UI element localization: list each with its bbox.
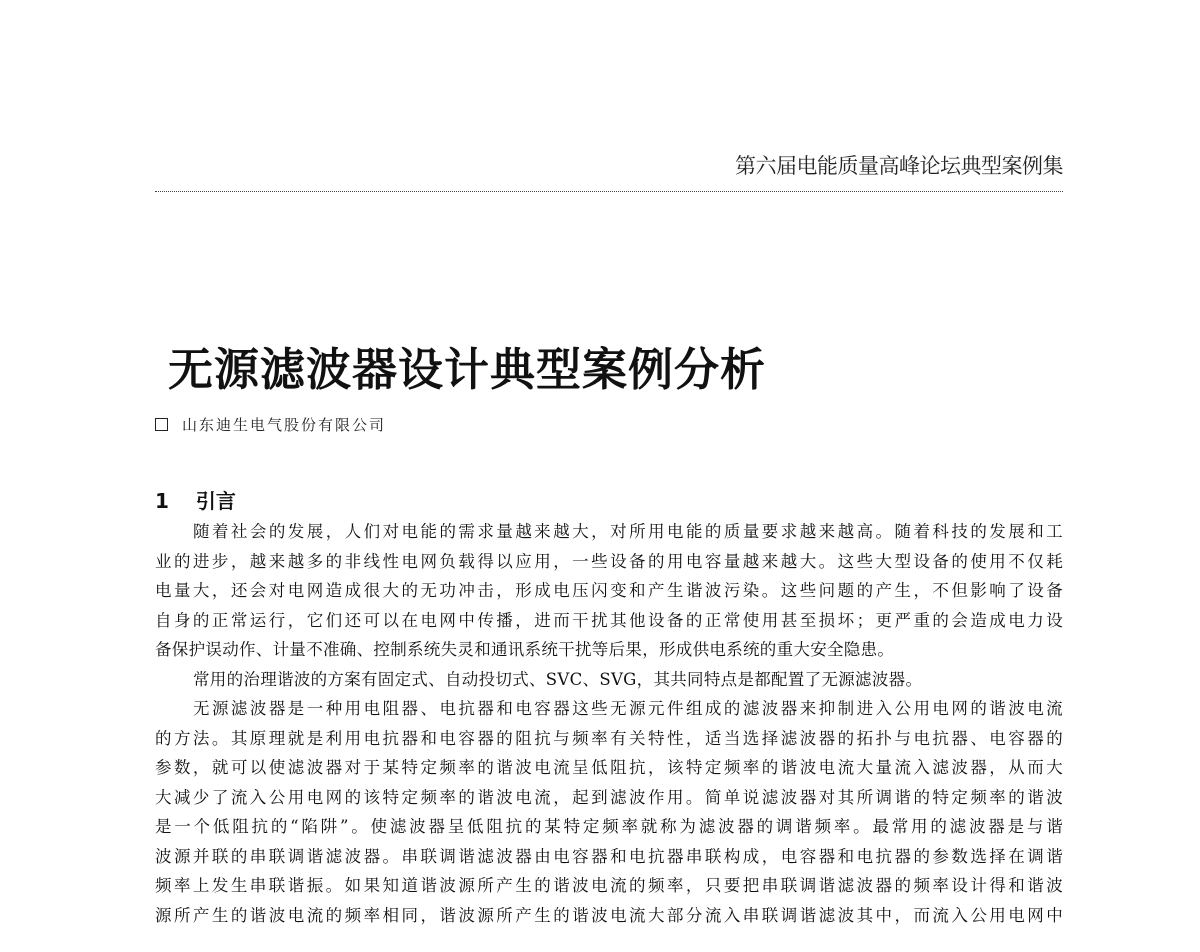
- section-title: 引言: [195, 489, 236, 513]
- running-header: 第六届电能质量高峰论坛典型案例集: [735, 154, 1063, 178]
- text-line: 常用的治理谐波的方案有固定式、自动投切式、SVC、SVG，其共同特点是都配置了无源滤波器。: [193, 669, 923, 689]
- section-heading: [155, 485, 236, 514]
- text-line: 自身的正常运行，它们还可以在电网中传播，进而干扰其他设备的正常使用甚至损坏；更严重的会造成电力设: [155, 610, 1063, 630]
- text-line: 随着社会的发展，人们对电能的需求量越来越大，对所用电能的质量要求越来越高。随着科技的发展和工: [193, 522, 1063, 541]
- text-line: 波源并联的串联调谐滤波器。串联调谐滤波器由电容器和电抗器串联构成，电容器和电抗器的参数选择在调谐: [155, 846, 1063, 866]
- text-line: 无源滤波器是一种用电阻器、电抗器和电容器这些无源元件组成的滤波器来抑制进入公用电网的谐波电流: [193, 699, 1063, 718]
- text-line: 参数，就可以使滤波器对于某特定频率的谐波电流呈低阻抗，该特定频率的谐波电流大量流入滤波器，从而大: [155, 758, 1063, 777]
- text-line: 的方法。其原理就是利用电抗器和电容器的阻抗与频率有关特性，适当选择滤波器的拓扑与电抗器、电容器的: [155, 728, 1063, 748]
- square-bullet-icon: [155, 418, 168, 431]
- text-line: 备保护误动作、计量不准确、控制系统失灵和通讯系统干扰等后果，形成供电系统的重大安全隐患。: [155, 640, 895, 659]
- section-number: 1: [155, 489, 169, 513]
- header-rule: [155, 191, 1063, 192]
- text-line: 电量大，还会对电网造成很大的无功冲击，形成电压闪变和产生谐波污染。这些问题的产生，不但影响了设备: [155, 581, 1063, 600]
- author-name: 山东迪生电气股份有限公司: [182, 416, 387, 434]
- author-line: [155, 414, 386, 435]
- text-line: 源所产生的谐波电流的频率相同，谐波源所产生的谐波电流大部分流入串联调谐滤波其中，而流入公用电网中: [155, 905, 1063, 925]
- page-title: 无源滤波器设计典型案例分析: [168, 343, 767, 396]
- text-line: 是一个低阻抗的“陷阱”。使滤波器呈低阻抗的某特定频率就称为滤波器的调谐频率。最常用的滤波器是与谐: [155, 817, 1063, 836]
- text-line: 业的进步，越来越多的非线性电网负载得以应用，一些设备的用电容量越来越大。这些大型设备的使用不仅耗: [155, 551, 1063, 571]
- text-line: 大减少了流入公用电网的该特定频率的谐波电流，起到滤波作用。简单说滤波器对其所调谐的特定频率的谐波: [155, 787, 1063, 807]
- body-text: [155, 517, 1063, 930]
- text-line: 频率上发生串联谐振。如果知道谐波源所产生的谐波电流的频率，只要把串联调谐滤波器的频率设计得和谐波: [155, 876, 1063, 895]
